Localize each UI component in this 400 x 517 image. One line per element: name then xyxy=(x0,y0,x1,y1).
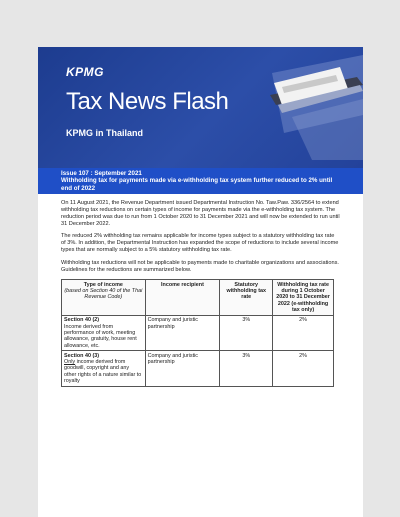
header-type-note: (based on Section 40 of the Thai Revenue Code) xyxy=(64,288,143,301)
header-reduced: Withholding tax rate during 1 October 2020 to 31 December 2022 (e-withholding tax only) xyxy=(273,280,334,315)
income-description-emphasis: Only xyxy=(64,359,76,366)
section-label: Section 40 (2) xyxy=(64,317,100,324)
header-recipient: Income recipient xyxy=(145,280,220,315)
article-body xyxy=(38,200,363,387)
cell-statutory: 3% xyxy=(220,351,273,386)
paragraph: Withholding tax reductions will not be applicable to payments made to charitable organizations and associations. Guidelines for the reductions are summarized below. xyxy=(61,259,339,273)
paragraph: On 11 August 2021, the Revenue Department issued Departmental Instruction No. Taw.Paw. 336/2564 to extend withholding tax reductions on certain types of income for payments made via the e-withholding tax system. The reduction period was due to run from 1 October 2020 to 31 December 2021 and will now be extended to run until 31 December 2022. xyxy=(61,200,340,227)
header-type xyxy=(62,280,146,315)
mail-slot-icon xyxy=(252,55,363,160)
section-label: Section 40 (3) xyxy=(64,352,100,359)
header-banner xyxy=(38,47,363,168)
header-type-label: Type of income xyxy=(83,281,123,288)
cell-statutory: 3% xyxy=(220,315,273,350)
cell-reduced: 2% xyxy=(273,351,334,386)
issue-bar xyxy=(38,168,363,194)
newsletter-title: Tax News Flash xyxy=(66,88,229,115)
issue-number: Issue 107 : September 2021 xyxy=(61,170,142,177)
newsletter-subtitle: KPMG in Thailand xyxy=(66,128,144,138)
cell-reduced: 2% xyxy=(273,315,334,350)
paragraph: The reduced 2% withholding tax remains applicable for income types subject to a statutory withholding tax rate of 3%. In addition, the Departmental Instruction has expanded the scope of reductions to include several income types that are normally subject to a 5% statutory withholding tax rate. xyxy=(61,233,339,253)
newsletter-page xyxy=(38,47,363,517)
reduction-table xyxy=(61,279,334,386)
table-header-row xyxy=(62,280,334,315)
kpmg-logo: KPMG xyxy=(66,65,104,79)
cell-recipient: Company and juristic partnership xyxy=(145,351,220,386)
income-description: income derived from goodwill, copyright and any other rights of a nature similar to royalty xyxy=(64,359,142,385)
cell-recipient: Company and juristic partnership xyxy=(145,315,220,350)
header-statutory: Statutory withholding tax rate xyxy=(220,280,273,315)
table-row xyxy=(62,315,334,350)
income-description: Income derived from performance of work, meeting allowance, gratuity, house rent allowance, etc. xyxy=(64,323,137,349)
cell-type xyxy=(62,315,146,350)
issue-headline: Withholding tax for payments made via e-withholding tax system further reduced to 2% until end of 2022 xyxy=(61,177,333,192)
table-row xyxy=(62,351,334,386)
cell-type xyxy=(62,351,146,386)
